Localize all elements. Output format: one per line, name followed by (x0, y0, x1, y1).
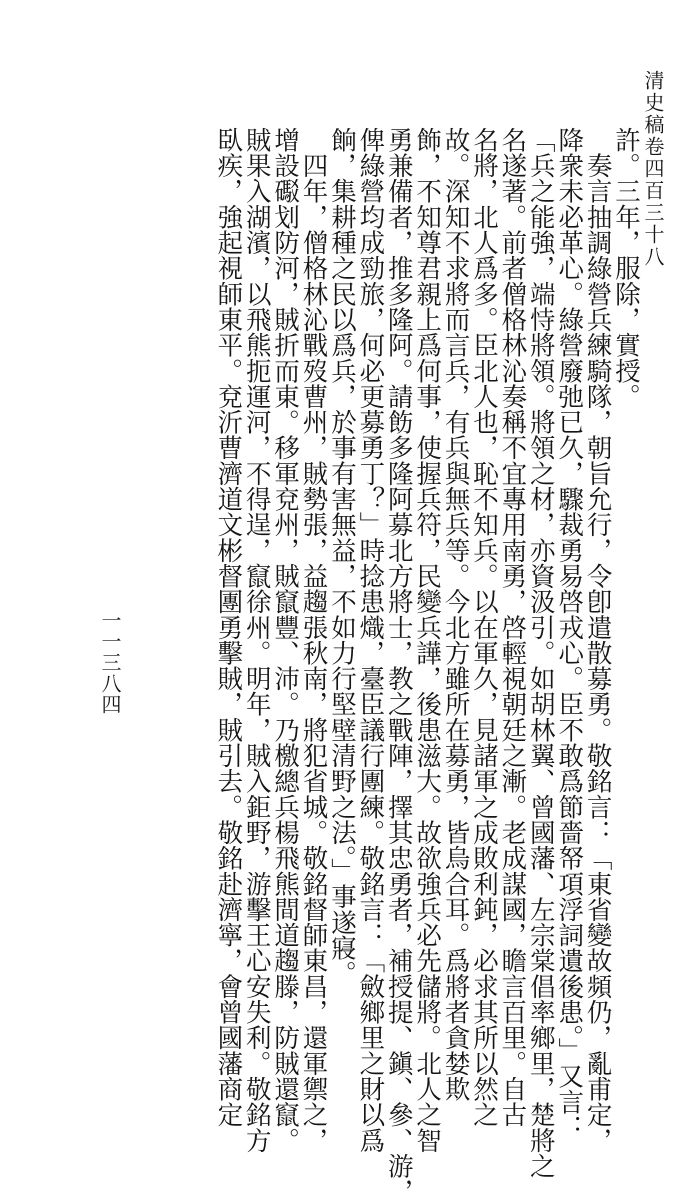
text-column-11: 餉，集耕種之民以爲兵，於事有害無益，不如力行堅壁清野之法。」事遂寢。 (326, 127, 357, 987)
text-column-1: 許。三年，服除，實授。 (611, 127, 641, 410)
text-column-14: 賊果入湖濱，以飛熊扼運河，不得逞，竄徐州。明年，賊入鉅野，游擊王心安失利。敬銘方 (241, 127, 272, 1153)
main-text (140, 127, 641, 1204)
text-column-3: 降衆未必革心。綠營廢弛已久，驟裁勇易啓戎心。臣不敢爲節嗇帑項浮詞遺後患。」又言： (554, 127, 585, 1141)
text-column-8: 飾，不知尊君親上爲何事，使握兵符，民變兵譁，後患滋大。故欲強兵必先儲將。北人之智 (412, 127, 443, 1153)
text-column-6: 名將，北人爲多。臣北人也，恥不知兵。以在軍久，見諸軍之成敗利鈍，必求其所以然之 (468, 127, 499, 1128)
text-column-7: 故。深知不求將而言兵，有兵與無兵等。今北方雖所在募勇，皆烏合耳。爲將者貪婪欺 (440, 127, 471, 1102)
text-column-12: 四年，僧格林沁戰歿曹州，賊勢張，益趨張秋南，將犯省城。敬銘督師東昌，還軍禦之， (298, 127, 329, 1153)
text-column-5: 名遂著。前者僧格林沁奏稱不宜專用南勇，啓輕視朝廷之漸。老成謀國，瞻言百里。自古 (497, 127, 528, 1128)
text-column-15: 臥疾，強起視師東平。兗沂曹濟道文彬督團勇擊賊，賊引去。敬銘赴濟寧，會曾國藩商定 (213, 127, 244, 1128)
text-column-2: 奏言抽調綠營兵練騎隊，朝旨允行，令卽遣散募勇。敬銘言：「東省變故頻仍，亂甫定， (582, 127, 613, 1153)
text-column-9: 勇兼備者，推多隆阿。請飭多隆阿募北方將士，教之戰陣，擇其忠勇者，補授提、鎭、參、游， (383, 127, 414, 1204)
text-column-4: 「兵之能強，端恃將領。將領之材，亦資汲引。如胡林翼、曾國藩、左宗棠倡率鄉里，楚將之 (525, 127, 556, 1179)
running-head: 清史稿卷四百三十八 (641, 70, 665, 268)
text-column-10: 俾綠營均成勁旅，何必更募勇丁？」時捻患熾，臺臣議行團練。敬銘言：「斂鄉里之財以爲 (355, 127, 386, 1153)
text-column-13: 增設礟划防河，賊折而東。移軍兗州，賊竄豐、沛。乃檄總兵楊飛熊間道趨滕，防賊還竄。 (270, 127, 301, 1153)
page-number: 一一三八四 (98, 610, 122, 715)
